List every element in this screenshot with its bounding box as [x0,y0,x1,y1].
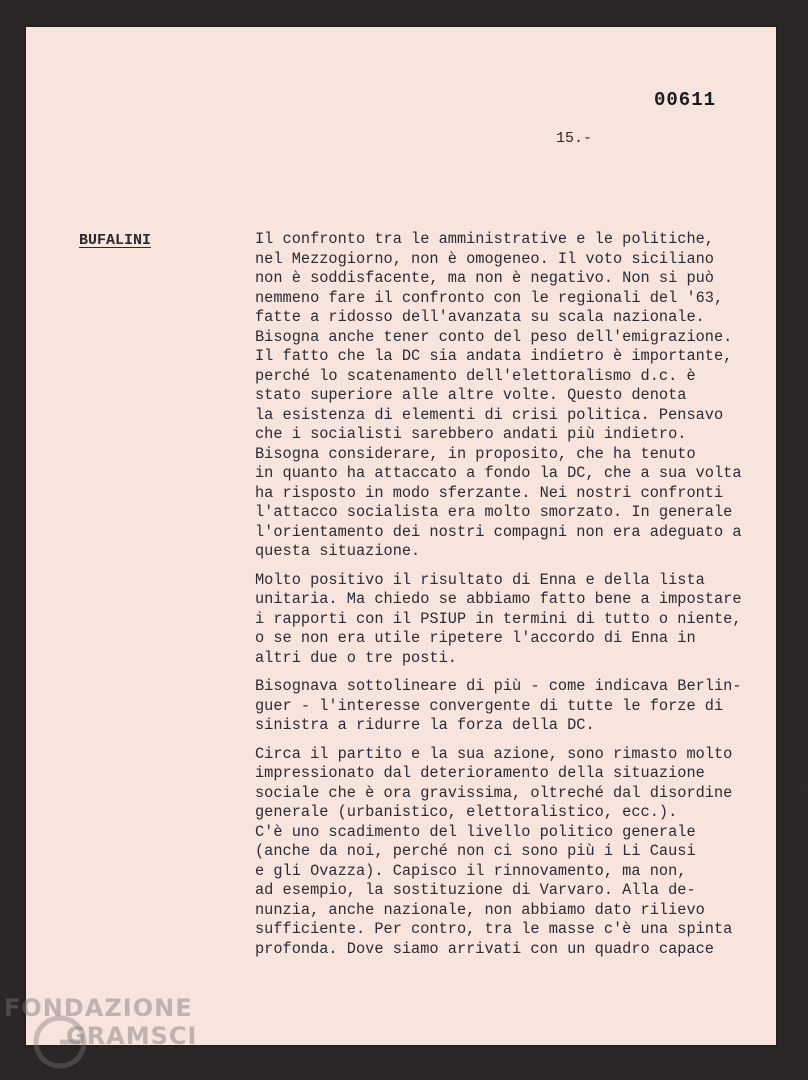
text-line: profonda. Dove siamo arrivati con un quadro capace [255,939,714,958]
text-line: Bisognava sottolineare di più - come indicava Berlin- [255,677,742,695]
text-line: l'attacco socialista era molto smorzato. In generale [255,503,733,521]
text-line: i rapporti con il PSIUP in termini di tutto o niente, [255,609,742,628]
text-line: C'è uno scadimento del livello politico generale [255,822,696,841]
watermark-line2: GRAMSCI [66,1022,198,1050]
text-line: sufficiente. Per contro, tra le masse c'è una spinta [255,920,733,938]
text-line: impressionato dal deterioramento della situazione [255,764,705,782]
text-line: unitaria. Ma chiedo se abbiamo fatto bene a impostare [255,590,742,608]
text-line: nel Mezzogiorno, non è omogeneo. Il voto siciliano [255,249,714,268]
margin-strikeout: xxx [788,785,808,797]
text-line: Il fatto che la DC sia andata indietro è importante, [255,347,733,365]
document-page [26,27,808,1045]
text-line: o se non era utile ripetere l'accordo di Enna in [255,629,696,647]
speech-text [255,230,770,968]
text-line: che i socialisti sarebbero andati più indietro. [255,425,687,443]
document-number: 00611 [654,89,717,111]
page-number: 15.- [556,130,593,147]
text-line: l'orientamento dei nostri compagni non era adeguato a [255,522,742,541]
text-line: Molto positivo il risultato di Enna e della lista [255,570,705,589]
text-line: Bisogna anche tener conto del peso dell'emigrazione. [255,327,733,346]
text-line: sinistra a ridurre la forza della DC. [255,716,595,734]
paragraph [255,677,770,736]
text-line: la esistenza di elementi di crisi politica. Pensavo [255,405,724,424]
text-line: generale (urbanistico, elettoralistico, ecc.). [255,803,678,821]
text-line: questa situazione. [255,542,421,560]
text-line: perché lo scatenamento dell'elettoralismo d.c. è [255,366,696,385]
text-line: nunzia, anche nazionale, non abbiamo dato rilievo [255,900,705,919]
text-line: ha risposto in modo sferzante. Nei nostri confronti [255,483,724,502]
text-line: (anche da noi, perché non ci sono più i Li Causi [255,842,696,860]
paragraph [255,571,770,669]
text-line: Il confronto tra le amministrative e le politiche, [255,230,714,248]
paragraph [255,230,770,562]
text-line: ad esempio, la sostituzione di Varvaro. Alla de- [255,881,696,899]
watermark [4,994,197,1050]
text-line: in quanto ha attaccato a fondo la DC, che a sua volta [255,464,742,482]
watermark-line1: FONDAZIONE [4,994,193,1022]
text-line: Bisogna considerare, in proposito, che ha tenuto [255,444,696,463]
text-line: sociale che è ora gravissima, oltreché dal disordine [255,783,733,802]
text-line: Circa il partito e la sua azione, sono rimasto molto [255,744,733,763]
text-line: altri due o tre posti. [255,648,457,667]
text-line: nemmeno fare il confronto con le regionali del '63, [255,288,724,307]
text-line: stato superiore alle altre volte. Questo denota [255,386,687,404]
text-line: guer - l'interesse convergente di tutte le forze di [255,696,724,715]
text-line: fatte a ridosso dell'avanzata su scala nazionale. [255,308,705,326]
text-line: non è soddisfacente, ma non è negativo. Non si può [255,269,714,287]
text-line: e gli Ovazza). Capisco il rinnovamento, ma non, [255,861,687,880]
speaker-name: BUFALINI [79,232,152,249]
paragraph [255,745,770,960]
